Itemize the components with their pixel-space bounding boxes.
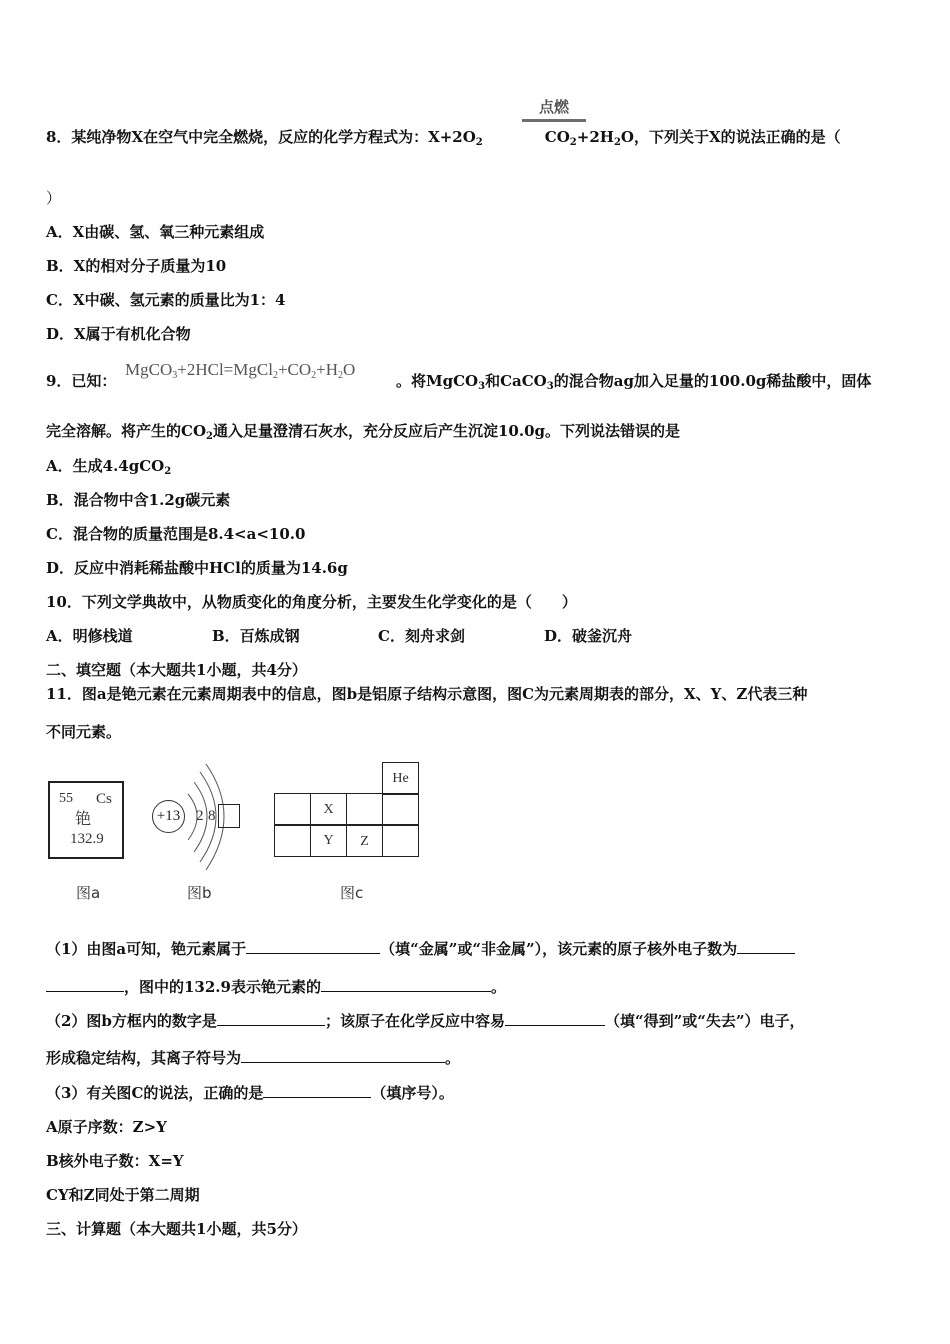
atomic-number: 55 <box>59 791 73 806</box>
q11-part3-option-c: CY和Z同处于第二周期 <box>46 1186 200 1204</box>
q8-option-b: B．X的相对分子质量为10 <box>46 257 227 275</box>
cell-z: Z <box>346 824 383 857</box>
q9-equation: $MgCO_3+2HCl=MgCl_2+CO_2+H_2O$ <box>125 360 356 381</box>
figure-a-element-card <box>48 781 124 859</box>
q9-stem-line1: 。将MgCO$_3$和CaCO$_3$的混合物ag加入足量的100.0g稀盐酸中，固体 <box>396 372 872 392</box>
answer-blank[interactable] <box>263 1083 371 1098</box>
element-symbol: Cs <box>96 791 112 807</box>
answer-blank[interactable] <box>505 1011 605 1026</box>
figure-b-atom-structure <box>150 762 250 872</box>
q8-close-paren: ） <box>46 189 62 207</box>
cell-empty <box>382 793 419 826</box>
figure-a-caption: 图a <box>76 884 101 902</box>
cell-he: He <box>382 762 419 795</box>
q8-stem: 8．某纯净物X在空气中完全燃烧，反应的化学方程式为：$X+2O_2$ $CO_2+2H_2O$，下列关于X的说法正确的是（ <box>46 128 841 148</box>
q8-option-c: C．X中碳、氢元素的质量比为1：4 <box>46 291 286 309</box>
q9-option-a: A．生成4.4gCO$_2$ <box>46 457 172 477</box>
q9-option-c: C．混合物的质量范围是8.4<a<10.0 <box>46 525 306 543</box>
element-name: 铯 <box>75 809 92 828</box>
answer-blank[interactable] <box>246 939 380 954</box>
answer-blank[interactable] <box>241 1048 445 1063</box>
q8-option-a: A．X由碳、氢、氧三种元素组成 <box>46 223 265 241</box>
q10-option-a: A．明修栈道 <box>46 627 133 645</box>
answer-blank[interactable] <box>321 977 491 992</box>
q10-stem: 10．下列文学典故中，从物质变化的角度分析，主要发生化学变化的是（ ） <box>46 593 577 611</box>
section-2-title: 二、填空题（本大题共1小题，共4分） <box>46 661 307 679</box>
nucleus: +13 <box>152 800 185 833</box>
q11-part1-line1: （1）由图a可知，铯元素属于 （填“金属”或“非金属”），该元素的原子核外电子数为 <box>46 939 795 959</box>
q10-option-d: D．破釜沉舟 <box>544 627 633 645</box>
q11-part2-line2: 形成稳定结构，其离子符号为 。 <box>46 1049 461 1067</box>
answer-blank[interactable] <box>46 977 124 992</box>
q11-stem-line2: 不同元素。 <box>46 723 122 741</box>
shell-3-blank-box <box>218 804 240 828</box>
cell-empty <box>274 824 311 857</box>
q11-part3: （3）有关图C的说法，正确的是 （填序号）。 <box>46 1084 454 1102</box>
q9-prefix: 9．已知： <box>46 372 117 390</box>
q11-part2-line1: （2）图b方框内的数字是 ；该原子在化学反应中容易 （填“得到”或“失去”）电子， <box>46 1012 805 1030</box>
q9-option-b: B．混合物中含1.2g碳元素 <box>46 491 231 509</box>
figure-b-caption: 图b <box>187 884 212 902</box>
cell-empty <box>274 793 311 826</box>
q9-option-d: D．反应中消耗稀盐酸中HCl的质量为14.6g <box>46 559 348 577</box>
cell-empty <box>382 824 419 857</box>
atomic-mass: 132.9 <box>70 831 104 847</box>
section-3-title: 三、计算题（本大题共1小题，共5分） <box>46 1220 307 1238</box>
q10-options <box>46 626 710 646</box>
answer-blank[interactable] <box>217 1011 325 1026</box>
reaction-condition: 点燃 <box>538 98 569 116</box>
q11-stem-line1: 11．图a是铯元素在元素周期表中的信息，图b是铝原子结构示意图，图C为元素周期表的部分，X、Y、Z代表三种 <box>46 685 808 703</box>
q11-part1-line2: ，图中的132.9表示铯元素的 。 <box>46 977 506 997</box>
reaction-arrow-bar <box>522 119 586 122</box>
cell-y: Y <box>310 824 347 857</box>
q11-part3-option-b: B核外电子数：X=Y <box>46 1152 184 1170</box>
shell-2-electrons: 8 <box>208 808 216 824</box>
q8-option-d: D．X属于有机化合物 <box>46 325 191 343</box>
figure-c-caption: 图c <box>340 884 364 902</box>
q10-option-c: C．刻舟求剑 <box>378 627 465 645</box>
answer-blank[interactable] <box>737 939 795 954</box>
cell-x: X <box>310 793 347 826</box>
q10-option-b: B．百炼成钢 <box>212 627 300 645</box>
q11-part3-option-a: A原子序数：Z>Y <box>46 1118 167 1136</box>
q9-stem-line2: 完全溶解。将产生的$CO_2$通入足量澄清石灰水，充分反应后产生沉淀10.0g。下列说法错误的是 <box>46 422 681 442</box>
shell-1-electrons: 2 <box>196 808 204 824</box>
cell-empty <box>346 793 383 826</box>
